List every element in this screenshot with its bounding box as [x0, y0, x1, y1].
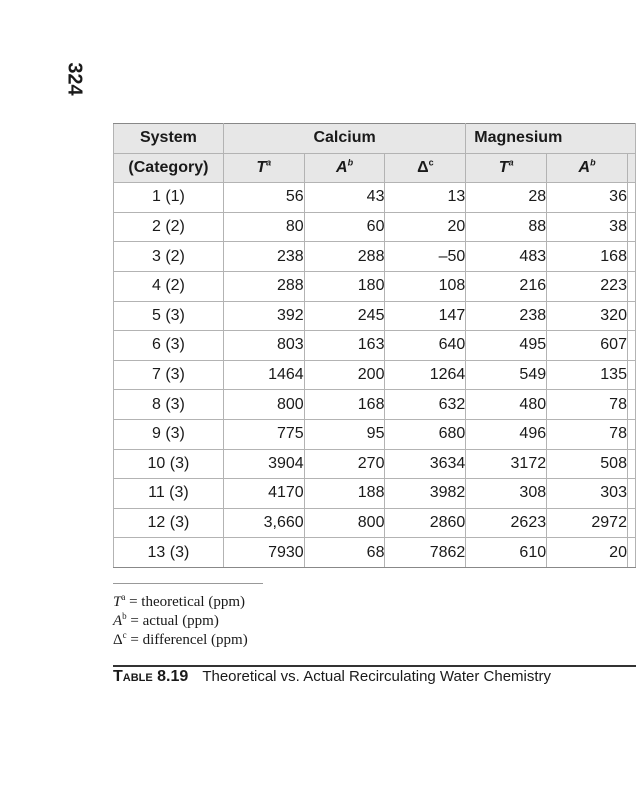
table-row	[114, 271, 636, 301]
table-row	[114, 508, 636, 538]
cell-mg-t: 483	[466, 242, 547, 272]
table-row	[114, 538, 636, 568]
cell-ca-a: 180	[304, 271, 385, 301]
cell-cut	[627, 538, 635, 568]
table-row	[114, 479, 636, 509]
page-number	[60, 62, 88, 96]
table-row	[114, 331, 636, 361]
cell-ca-a: 168	[304, 390, 385, 420]
caption-divider	[113, 665, 636, 667]
cell-ca-t: 4170	[223, 479, 304, 509]
cell-ca-t: 80	[223, 212, 304, 242]
cell-ca-a: 60	[304, 212, 385, 242]
header-ca-theoretical: $T^a$	[223, 153, 304, 183]
cell-ca-a: 95	[304, 419, 385, 449]
cell-cut	[627, 508, 635, 538]
legend-divider	[113, 583, 263, 584]
table-row	[114, 390, 636, 420]
cell-mg-t: 216	[466, 271, 547, 301]
cell-ca-t: 1464	[223, 360, 304, 390]
cell-mg-a: 303	[547, 479, 628, 509]
cell-mg-a: 135	[547, 360, 628, 390]
cell-ca-t: 800	[223, 390, 304, 420]
cell-mg-a: 38	[547, 212, 628, 242]
cell-ca-a: 800	[304, 508, 385, 538]
cell-ca-d: 1264	[385, 360, 466, 390]
table-body	[114, 183, 636, 568]
cell-ca-d: 2860	[385, 508, 466, 538]
cell-system: 6 (3)	[114, 331, 224, 361]
cell-ca-d: 680	[385, 419, 466, 449]
cell-mg-t: 238	[466, 301, 547, 331]
header-row-groups	[114, 124, 636, 154]
cell-ca-d: 3634	[385, 449, 466, 479]
header-ca-actual: $A^b$	[304, 153, 385, 183]
cell-mg-t: 549	[466, 360, 547, 390]
water-chemistry-table	[113, 123, 636, 568]
cell-mg-a: 223	[547, 271, 628, 301]
cell-ca-a: 188	[304, 479, 385, 509]
header-row-sub	[114, 153, 636, 183]
legend-item-actual: $A^b$ = actual (ppm)	[113, 611, 219, 629]
header-group-magnesium: Magnesium	[466, 124, 636, 154]
cell-mg-a: 2972	[547, 508, 628, 538]
page-number-text: 324	[63, 62, 86, 96]
cell-mg-a: 78	[547, 419, 628, 449]
cell-system: 2 (2)	[114, 212, 224, 242]
cell-ca-t: 3904	[223, 449, 304, 479]
table-row	[114, 301, 636, 331]
header-mg-actual: $A^b$	[547, 153, 628, 183]
cell-ca-t: 56	[223, 183, 304, 213]
cell-system: 1 (1)	[114, 183, 224, 213]
cell-ca-t: 238	[223, 242, 304, 272]
table-row	[114, 360, 636, 390]
cell-ca-a: 43	[304, 183, 385, 213]
cell-ca-d: 108	[385, 271, 466, 301]
header-group-calcium: Calcium	[223, 124, 465, 154]
cell-ca-d: 20	[385, 212, 466, 242]
cell-mg-a: 78	[547, 390, 628, 420]
cell-mg-a: 168	[547, 242, 628, 272]
cell-mg-a: 607	[547, 331, 628, 361]
cell-ca-a: 163	[304, 331, 385, 361]
cell-mg-a: 36	[547, 183, 628, 213]
header-cut-cell	[627, 153, 635, 183]
table-row	[114, 449, 636, 479]
cell-cut	[627, 242, 635, 272]
caption-label: Table 8.19	[113, 668, 189, 685]
cell-system: 3 (2)	[114, 242, 224, 272]
cell-cut	[627, 301, 635, 331]
cell-cut	[627, 212, 635, 242]
header-system: System	[114, 124, 224, 154]
header-category: (Category)	[114, 153, 224, 183]
cell-ca-d: 147	[385, 301, 466, 331]
cell-cut	[627, 183, 635, 213]
table-row	[114, 419, 636, 449]
cell-mg-a: 508	[547, 449, 628, 479]
cell-cut	[627, 419, 635, 449]
cell-cut	[627, 479, 635, 509]
cell-ca-t: 775	[223, 419, 304, 449]
cell-ca-a: 270	[304, 449, 385, 479]
cell-ca-d: 13	[385, 183, 466, 213]
cell-ca-a: 200	[304, 360, 385, 390]
legend-item-difference: $\Delta^c$ = differencel (ppm)	[113, 630, 248, 648]
cell-ca-t: 3,660	[223, 508, 304, 538]
cell-cut	[627, 271, 635, 301]
cell-mg-a: 20	[547, 538, 628, 568]
cell-mg-t: 2623	[466, 508, 547, 538]
cell-mg-t: 480	[466, 390, 547, 420]
cell-system: 5 (3)	[114, 301, 224, 331]
cell-mg-t: 308	[466, 479, 547, 509]
cell-system: 9 (3)	[114, 419, 224, 449]
cell-ca-d: 7862	[385, 538, 466, 568]
cell-system: 12 (3)	[114, 508, 224, 538]
legend	[113, 593, 248, 650]
table-row	[114, 183, 636, 213]
cell-ca-a: 245	[304, 301, 385, 331]
cell-ca-d: 632	[385, 390, 466, 420]
cell-system: 8 (3)	[114, 390, 224, 420]
table-row	[114, 212, 636, 242]
cell-ca-a: 288	[304, 242, 385, 272]
table-row	[114, 242, 636, 272]
table-caption	[113, 668, 551, 686]
legend-item-theoretical: $T^a$ = theoretical (ppm)	[113, 592, 246, 610]
cell-cut	[627, 331, 635, 361]
cell-mg-t: 610	[466, 538, 547, 568]
cell-cut	[627, 449, 635, 479]
cell-ca-d: 3982	[385, 479, 466, 509]
cell-mg-a: 320	[547, 301, 628, 331]
cell-cut	[627, 390, 635, 420]
cell-mg-t: 496	[466, 419, 547, 449]
header-ca-difference: $\Delta^c$	[385, 153, 466, 183]
cell-cut	[627, 360, 635, 390]
cell-ca-d: 640	[385, 331, 466, 361]
cell-mg-t: 3172	[466, 449, 547, 479]
cell-system: 13 (3)	[114, 538, 224, 568]
cell-ca-t: 392	[223, 301, 304, 331]
cell-ca-t: 288	[223, 271, 304, 301]
cell-system: 10 (3)	[114, 449, 224, 479]
cell-ca-t: 7930	[223, 538, 304, 568]
header-mg-theoretical: $T^a$	[466, 153, 547, 183]
cell-mg-t: 495	[466, 331, 547, 361]
cell-mg-t: 88	[466, 212, 547, 242]
cell-ca-a: 68	[304, 538, 385, 568]
cell-ca-t: 803	[223, 331, 304, 361]
caption-text: Theoretical vs. Actual Recirculating Water Chemistry	[202, 668, 552, 685]
cell-system: 7 (3)	[114, 360, 224, 390]
cell-mg-t: 28	[466, 183, 547, 213]
cell-system: 11 (3)	[114, 479, 224, 509]
cell-system: 4 (2)	[114, 271, 224, 301]
cell-ca-d: –50	[385, 242, 466, 272]
